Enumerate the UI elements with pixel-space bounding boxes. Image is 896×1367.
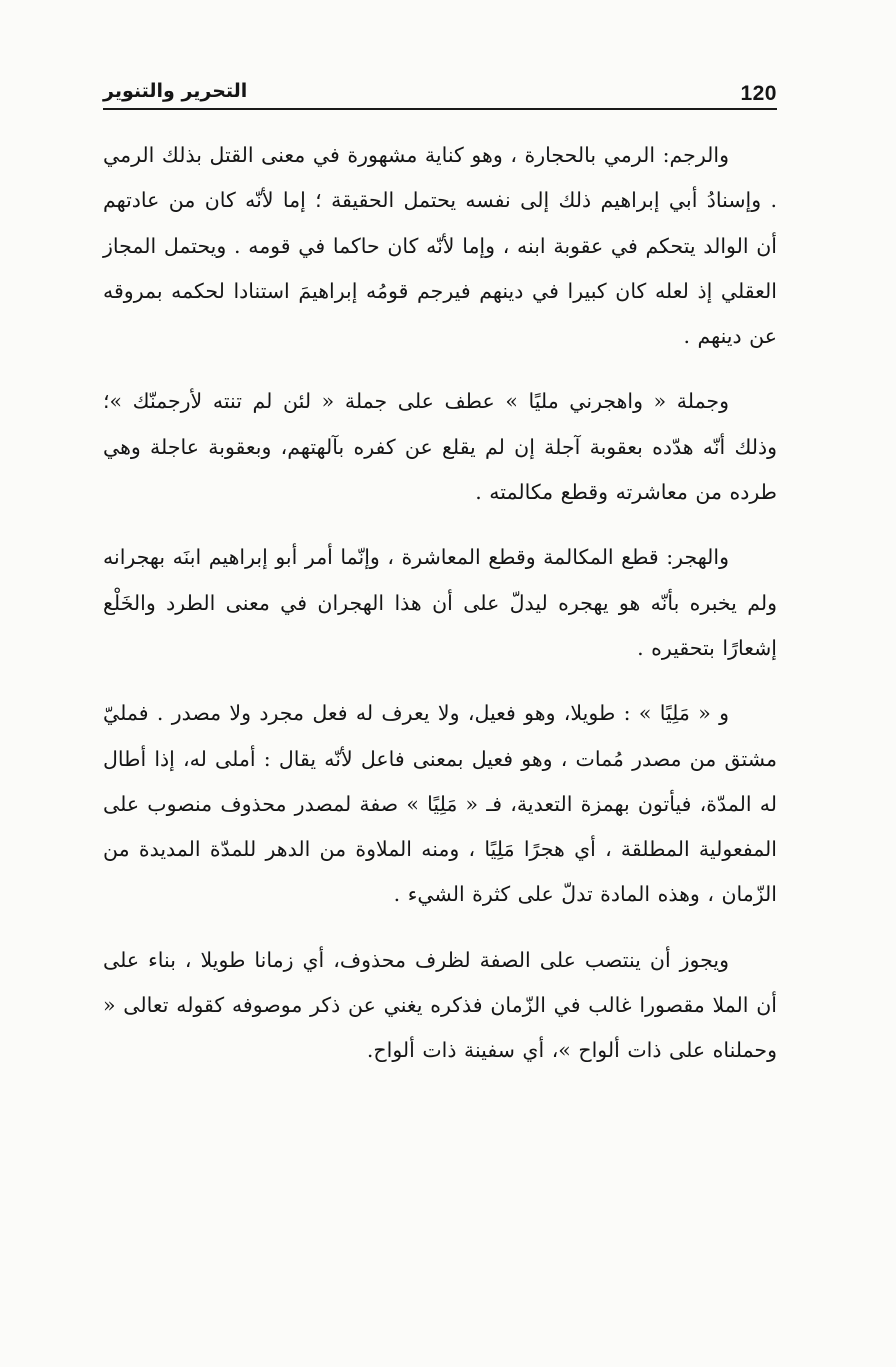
page-number: 120 [740, 82, 777, 105]
page-header [103, 78, 777, 108]
header-divider [103, 108, 777, 110]
paragraph-hajr: والهجر: قطع المكالمة وقطع المعاشرة ، وإنّما أمر أبو إبراهيم ابنَه بهجرانه ولم يخبره بأنّه هو يهجره ليدلّ على أن هذا الهجران في معنى الطرد والخَلْع إشعارًا بتحقيره . [103, 545, 777, 660]
paragraph-rajm: والرجم: الرمي بالحجارة ، وهو كناية مشهورة في معنى القتل بذلك الرمي . وإسنادُ أبي إبراهيم ذلك إلى نفسه يحتمل الحقيقة ؛ إما لأنّه كان من عادتهم أن الوالد يتحكم في عقوبة ابنه ، وإما لأنّه كان حاكما في قومه . ويحتمل المجاز العقلي إذ لعله كان كبيرا في دينهم فيرجم قومُه إبراهيمَ استنادا لحكمه بمروقه عن دينهم . [103, 143, 777, 349]
paragraph-zarf: ويجوز أن ينتصب على الصفة لظرف محذوف، أي زمانا طويلا ، بناء على أن الملا مقصورا غالب في الزّمان فذكره يغني عن ذكر موصوفه كقوله تعالى « وحملناه على ذات ألواح »، أي سفينة ذات ألواح. [103, 947, 777, 1063]
paragraph-wahjurni: وجملة « واهجرني مليًا » عطف على جملة « لئن لم تنته لأرجمنّك »؛ وذلك أنّه هدّده بعقوبة آجلة إن لم يقلع عن كفره بآلهتهم، وبعقوبة عاجلة وهي طرده من معاشرته وقطع مكالمته . [103, 389, 777, 505]
paragraph-maliyya: و « مَلِيًا » : طويلا، وهو فعيل، ولا يعرف له فعل مجرد ولا مصدر . فمليّ مشتق من مصدر مُمات ، وهو فعيل بمعنى فاعل لأنّه يقال : أملى له، إذا أطال له المدّة، فيأتون بهمزة التعدية، فـ « مَلِيًا » صفة لمصدر محذوف منصوب على المفعولية المطلقة ، أي هجرًا مَلِيًا ، ومنه الملاوة من الدهر للمدّة المديدة من الزّمان ، وهذه المادة تدلّ على كثرة الشيء . [103, 701, 777, 907]
page-body [103, 133, 777, 1094]
running-title: التحرير والتنوير [103, 80, 248, 102]
